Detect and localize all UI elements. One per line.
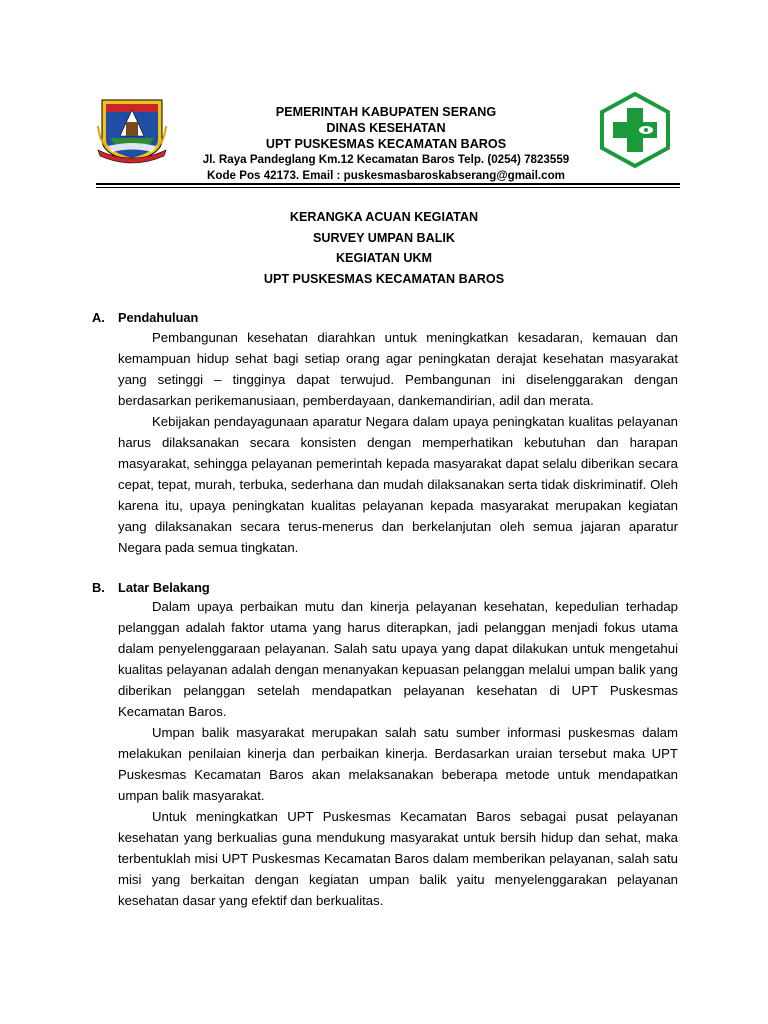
document-title: [0, 207, 768, 290]
title-line-1: KERANGKA ACUAN KEGIATAN: [289, 210, 479, 224]
section-b-number: B.: [92, 580, 105, 595]
section-a-paragraph-1: Pembangunan kesehatan diarahkan untuk meningkatkan kesadaran, kemauan dan kemampuan hidup sehat bagi setiap orang agar peningkatan derajat kesehatan masyarakat yang setinggi – tingginya dapat terwujud. Pembangunan ini diselenggarakan dengan berdasarkan perikemanusiaan, pemberdayaan, dankemandirian, adil dan merata.: [118, 330, 678, 408]
letterhead-address: Jl. Raya Pandeglang Km.12 Kecamatan Baros Telp. (0254) 7823559: [202, 153, 570, 166]
letterhead-unit: UPT PUSKESMAS KECAMATAN BAROS: [265, 137, 507, 151]
letterhead: [180, 104, 592, 184]
title-line-2: SURVEY UMPAN BALIK: [312, 230, 456, 245]
letterhead-government: PEMERINTAH KABUPATEN SERANG: [275, 105, 497, 119]
section-a-number: A.: [92, 310, 105, 325]
section-b-paragraph-3: Untuk meningkatkan UPT Puskesmas Kecamatan Baros sebagai pusat pelayanan kesehatan yang berkualias guna mendukung masyarakat untuk bersih hidup dan sehat, maka terbentuklah misi UPT Puskesmas Kecamatan Baros dalam memberikan pelayanan, salah satu misi yang berkaitan dengan kegiatan umpan balik yaitu menyelenggarakan pelayanan kesehatan dasar yang efektif dan berkualitas.: [118, 809, 678, 908]
letterhead-agency: DINAS KESEHATAN: [326, 121, 446, 135]
section-b-heading: [92, 580, 210, 595]
serang-regency-crest-icon: [96, 96, 168, 166]
section-a-paragraph-2: Kebijakan pendayagunaan aparatur Negara dalam upaya peningkatan kualitas pelayanan harus dilaksanakan secara konsisten dengan memperhatikan kebutuhan dan harapan masyarakat, sehingga pelayanan pemerintah kepada masyarakat dapat selalu diberikan secara cepat, tepat, murah, terbuka, sederhana dan mudah dilaksanakan serta tidak diskriminatif. Oleh karena itu, upaya peningkatan kualitas pelayanan kepada masyarakat merupakan kegiatan yang dilaksanakan secara terus-menerus dan berkelanjutan oleh semua jajaran aparatur Negara pada semua tingkatan.: [118, 414, 678, 555]
title-line-4: UPT PUSKESMAS KECAMATAN BAROS: [263, 272, 505, 287]
letterhead-postal-email: Kode Pos 42173. Email : puskesmasbaroskabserang@gmail.com: [207, 169, 565, 182]
section-b-paragraph-1: Dalam upaya perbaikan mutu dan kinerja pelayanan kesehatan, kepedulian terhadap pelanggan adalah faktor utama yang harus diterapkan, jadi pelanggan menjadi fokus utama dalam penyelenggaraan pelayanan. Salah satu upaya yang dapat dilakukan untuk mengetahui kualitas pelayanan adalah dengan menanyakan kepuasan pelanggan melalui umpan balik yang diberikan pelanggan setelah mendapatkan pelayanan kesehatan di UPT Puskesmas Kecamatan Baros.: [118, 599, 678, 719]
letterhead-divider-thin: [96, 187, 680, 188]
section-b-title: Latar Belakang: [118, 580, 210, 595]
section-b-paragraph-2: Umpan balik masyarakat merupakan salah satu sumber informasi puskesmas dalam melakukan penilaian kinerja dan perbaikan kinerja. Berdasarkan uraian tersebut maka UPT Puskesmas Kecamatan Baros akan melaksanakan beberapa metode untuk mendapatkan umpan balik masyarakat.: [118, 725, 678, 803]
title-line-3: KEGIATAN UKM: [335, 251, 433, 266]
section-a-heading: [92, 310, 198, 325]
letterhead-divider-thick: [96, 183, 680, 185]
puskesmas-logo-icon: [598, 92, 672, 168]
section-a-title: Pendahuluan: [118, 310, 199, 325]
